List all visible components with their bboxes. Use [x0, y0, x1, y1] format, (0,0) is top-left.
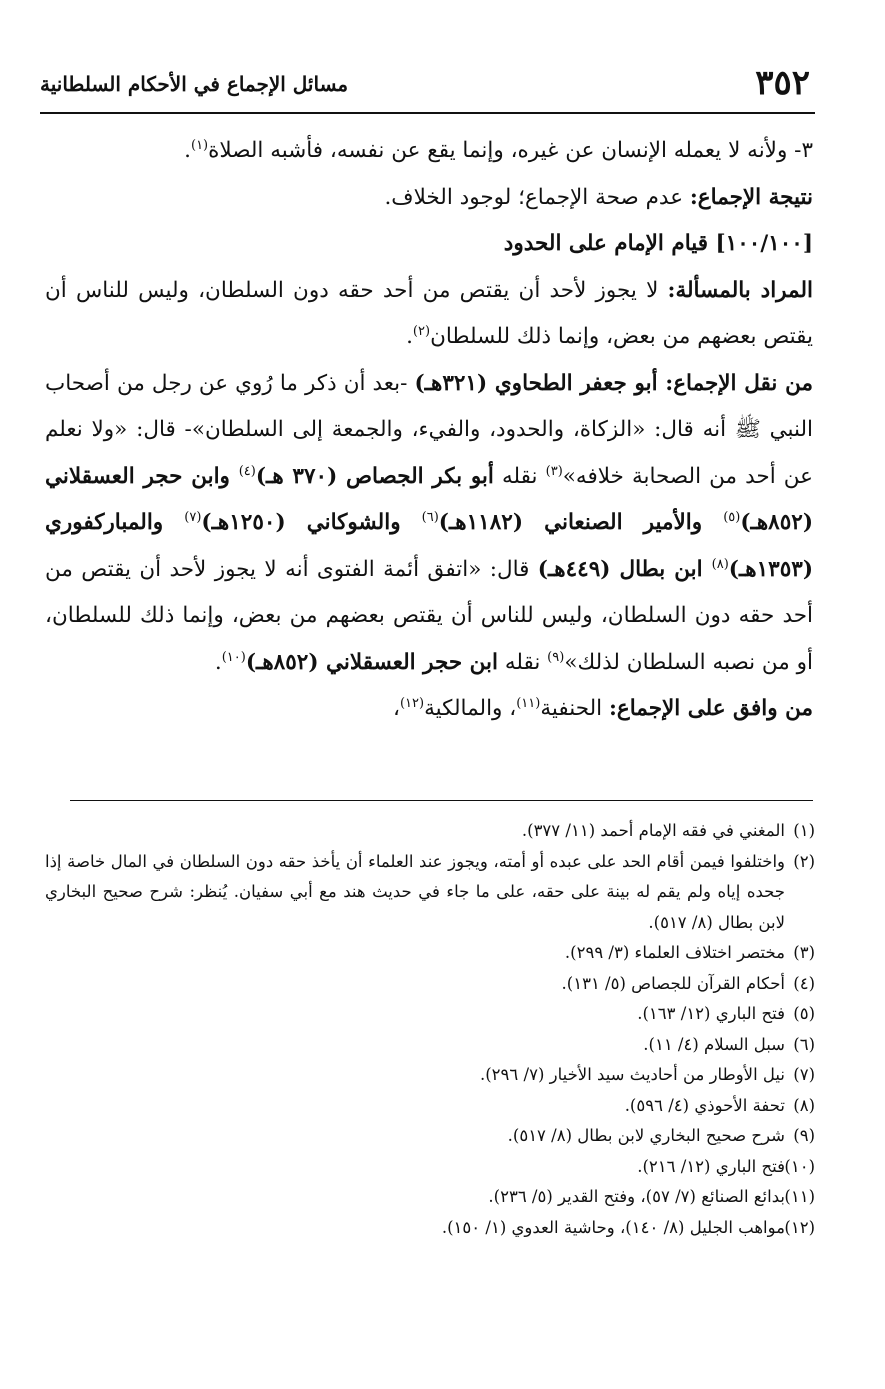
label: المراد بالمسألة: — [667, 277, 813, 303]
footnote — [45, 938, 815, 969]
footnote — [45, 969, 815, 1000]
footnote-text: شرح صحيح البخاري لابن بطال (٨/ ٥١٧). — [507, 1126, 785, 1145]
footnote-ref: (١١) — [516, 695, 541, 711]
footnote-number: (٢) — [793, 851, 815, 871]
footnote-text: نيل الأوطار من أحاديث سيد الأخيار (٧/ ٢٩٦). — [479, 1065, 785, 1084]
footnote — [45, 1152, 815, 1183]
footnote-text: مواهب الجليل (٨/ ١٤٠)، وحاشية العدوي (١/ ١٥٠). — [441, 1217, 785, 1237]
page-header — [40, 62, 810, 108]
footnote — [45, 847, 815, 939]
footnote — [45, 1030, 815, 1061]
footnote-number: (٤) — [793, 973, 815, 993]
main-text — [45, 128, 813, 733]
label: نتيجة الإجماع: — [689, 184, 813, 210]
footnote — [45, 1121, 815, 1152]
paragraph-result: نتيجة الإجماع: عدم صحة الإجماع؛ لوجود الخلاف. — [384, 184, 813, 210]
paragraph-agreeing: من وافق على الإجماع: الحنفية$^{(١١)}$، والمالكية$^{(١٢)}$، — [393, 695, 813, 721]
footnotes — [45, 816, 815, 1243]
footnote-number: (٧) — [793, 1065, 815, 1084]
footnote — [45, 1213, 815, 1244]
footnote-text: فتح الباري (١٢/ ٢١٦). — [637, 1156, 785, 1176]
footnote-text: المغني في فقه الإمام أحمد (١١/ ٣٧٧). — [521, 821, 785, 840]
paragraph-consensus-transmitters: من نقل الإجماع: أبو جعفر الطحاوي (٣٢١هـ) -بعد أن ذكر ما رُوي عن رجل من أصحاب النبي ﷺ أنه قال: «الزكاة، والحدود، والفيء، والجمعة إلى السلطان»- قال: «ولا نعلم عن أحد من الصحابة خلافه»$^{(٣)}$ نقله أبو بكر الجصاص (٣٧٠ هـ)$^{(٤)}$ وابن حجر العسقلاني (٨٥٢هـ)$^{(٥)}$ والأمير الصنعاني (١١٨٢هـ)$^{(٦)}$ والشوكاني (١٢٥٠هـ)$^{(٧)}$ والمباركفوري (١٣٥٣هـ)$^{(٨)}$ ابن بطال (٤٤٩هـ) قال: «اتفق أئمة الفتوى أنه لا يجوز لأحد أن يقتص من أحد حقه دون السلطان، وليس للناس أن يقتص بعضهم من بعض، وإنما ذلك للسلطان، أو من نصبه السلطان لذلك»$^{(٩)}$ نقله ابن حجر العسقلاني (٨٥٢هـ)$^{(١٠)}$. — [45, 370, 813, 675]
running-title: مسائل الإجماع في الأحكام السلطانية — [40, 72, 349, 96]
footnote-text: أحكام القرآن للجصاص (٥/ ١٣١). — [561, 973, 785, 993]
footnote-text: واختلفوا فيمن أقام الحد على عبده أو أمته، ويجوز عند العلماء أن يأخذ حقه دون السلطان في المال خاصة إذا جحده إياه ولم يقم له بينة على حقه، على ما جاء في حديث هند مع أبي سفيان. يُنظر: شرح صحيح البخاري لابن بطال (٨/ ٥١٧). — [45, 851, 785, 932]
footnote-ref: (١٠) — [221, 649, 246, 665]
footnote-ref: (١) — [190, 137, 209, 153]
footnote — [45, 999, 815, 1030]
footnote-number: (٣) — [793, 943, 815, 962]
footnote — [45, 816, 815, 847]
footnote — [45, 1182, 815, 1213]
footnote-number: (١٢) — [784, 1217, 815, 1237]
footnote-number: (١١) — [784, 1187, 815, 1206]
footnote-text: فتح الباري (١٢/ ١٦٣). — [637, 1004, 785, 1023]
footnote-ref: (١٢) — [399, 695, 425, 711]
footnote-text: سبل السلام (٤/ ١١). — [643, 1034, 785, 1054]
footnote-ref: (٢) — [412, 323, 431, 339]
footnote-ref: (٥) — [723, 509, 741, 525]
footnote-ref: (٨) — [711, 556, 729, 572]
paragraph-reason-3: ٣- ولأنه لا يعمله الإنسان عن غيره، وإنما يقع عن نفسه، فأشبه الصلاة$^{(١)}$. — [184, 137, 813, 163]
footnote-text: بدائع الصنائع (٧/ ٥٧)، وفتح القدير (٥/ ٢٣٦). — [488, 1187, 785, 1206]
footnote-number: (١٠) — [784, 1156, 815, 1176]
footnote-ref: (٩) — [547, 649, 565, 665]
footnote-ref: (٧) — [184, 509, 202, 525]
label: من وافق على الإجماع: — [608, 696, 813, 721]
header-rule — [40, 112, 815, 114]
section-heading: [١٠٠/١٠٠] قيام الإمام على الحدود — [503, 231, 813, 256]
footnote-number: (١) — [793, 821, 815, 840]
footnote-text: تحفة الأحوذي (٤/ ٥٩٦). — [624, 1095, 785, 1115]
footnote-ref: (٦) — [421, 509, 439, 525]
footnote — [45, 1060, 815, 1091]
footnote — [45, 1091, 815, 1122]
footnote-text: مختصر اختلاف العلماء (٣/ ٢٩٩). — [564, 943, 785, 962]
footnote-number: (٩) — [793, 1126, 815, 1145]
footnote-number: (٥) — [793, 1004, 815, 1023]
footnote-number: (٦) — [793, 1034, 815, 1054]
footnote-ref: (٤) — [238, 463, 256, 479]
footnote-ref: (٣) — [545, 463, 563, 479]
page-number: ٣٥٢ — [755, 63, 810, 103]
footnote-separator — [70, 800, 813, 801]
footnote-number: (٨) — [793, 1095, 815, 1115]
paragraph-meaning: المراد بالمسألة: لا يجوز لأحد أن يقتص من أحد حقه دون السلطان، وليس للناس أن يقتص بعضهم من بعض، وإنما ذلك للسلطان$^{(٢)}$. — [45, 277, 813, 349]
